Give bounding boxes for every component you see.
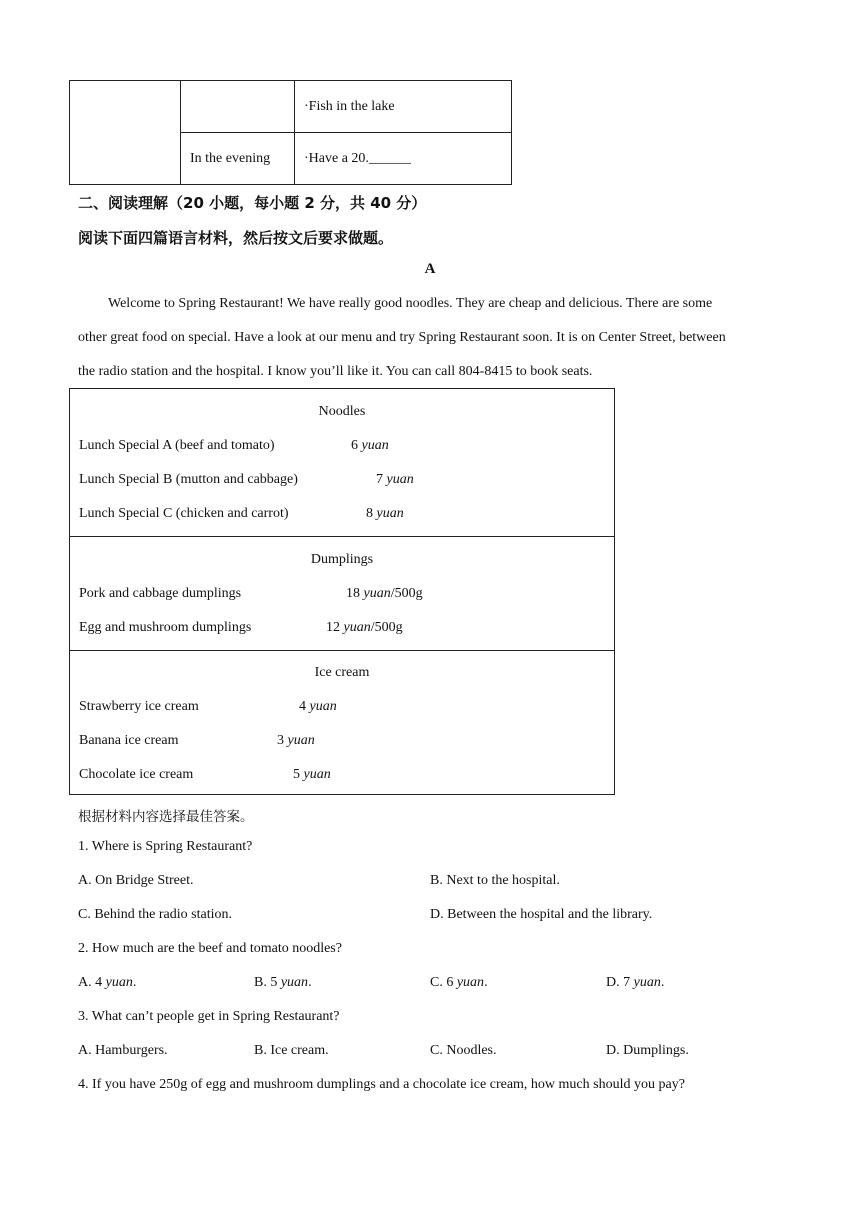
answer-option[interactable]: A. Hamburgers. <box>78 1043 168 1058</box>
answer-option[interactable]: B. 5 yuan. <box>254 975 312 990</box>
menu-section-icecream <box>70 650 614 794</box>
menu-item-name: Chocolate ice cream <box>79 767 194 782</box>
answer-option[interactable]: D. 7 yuan. <box>606 975 665 990</box>
menu-item-name: Banana ice cream <box>79 733 179 748</box>
menu-item-price: 6 yuan <box>351 438 389 453</box>
menu-item-name: Strawberry ice cream <box>79 699 199 714</box>
menu-item-price: 8 yuan <box>366 506 404 521</box>
menu-item-price: 18 yuan/500g <box>346 586 423 601</box>
menu-item-name: Pork and cabbage dumplings <box>79 586 242 601</box>
question-stem: 3. What can’t people get in Spring Restaurant? <box>78 1009 340 1024</box>
answer-option[interactable]: B. Next to the hospital. <box>430 873 560 888</box>
menu-item-price: 12 yuan/500g <box>326 620 403 635</box>
table-cell: In the evening <box>181 133 295 185</box>
menu-item-price: 5 yuan <box>293 767 331 782</box>
question-stem: 4. If you have 250g of egg and mushroom dumplings and a chocolate ice cream, how much should you pay? <box>78 1077 685 1092</box>
table-cell-empty <box>181 81 295 133</box>
table-cell-empty <box>70 81 181 185</box>
menu-section-dumplings <box>70 536 614 650</box>
answer-option[interactable]: C. Noodles. <box>430 1043 497 1058</box>
menu-item-name: Egg and mushroom dumplings <box>79 620 252 635</box>
answer-option[interactable]: C. Behind the radio station. <box>78 907 232 922</box>
menu-section-noodles <box>70 389 614 536</box>
menu-item-name: Lunch Special B (mutton and cabbage) <box>79 472 298 487</box>
schedule-table <box>69 80 512 185</box>
menu-table <box>69 388 615 795</box>
menu-section-title: Ice cream <box>314 665 370 680</box>
answer-option[interactable]: D. Dumplings. <box>606 1043 689 1058</box>
table-cell: ·Have a 20.______ <box>295 133 512 185</box>
answer-option[interactable]: C. 6 yuan. <box>430 975 488 990</box>
passage-line: the radio station and the hospital. I know you’ll like it. You can call 804-8415 to book seats. <box>78 364 593 379</box>
answer-option[interactable]: A. 4 yuan. <box>78 975 137 990</box>
menu-item-price: 3 yuan <box>277 733 315 748</box>
passage-line: Welcome to Spring Restaurant! We have really good noodles. They are cheap and delicious. There are some <box>108 296 713 311</box>
passage-label: A <box>424 261 436 277</box>
passage-line: other great food on special. Have a look at our menu and try Spring Restaurant soon. It is on Center Street, between <box>78 330 726 345</box>
answer-option[interactable]: A. On Bridge Street. <box>78 873 194 888</box>
question-stem: 1. Where is Spring Restaurant? <box>78 839 253 854</box>
answer-option[interactable]: D. Between the hospital and the library. <box>430 907 653 922</box>
table-cell: ·Fish in the lake <box>295 81 512 133</box>
answer-option[interactable]: B. Ice cream. <box>254 1043 329 1058</box>
menu-section-title: Noodles <box>318 404 366 419</box>
questions-instruction: 根据材料内容选择最佳答案。 <box>78 809 254 825</box>
section-heading: 二、阅读理解（20 小题，每小题 2 分，共 40 分） <box>78 194 427 212</box>
menu-item-price: 7 yuan <box>376 472 414 487</box>
menu-section-title: Dumplings <box>310 552 374 567</box>
menu-item-name: Lunch Special C (chicken and carrot) <box>79 506 289 521</box>
menu-item-name: Lunch Special A (beef and tomato) <box>79 438 275 453</box>
question-stem: 2. How much are the beef and tomato noodles? <box>78 941 342 956</box>
section-instruction: 阅读下面四篇语言材料，然后按文后要求做题。 <box>78 229 394 247</box>
menu-item-price: 4 yuan <box>299 699 337 714</box>
